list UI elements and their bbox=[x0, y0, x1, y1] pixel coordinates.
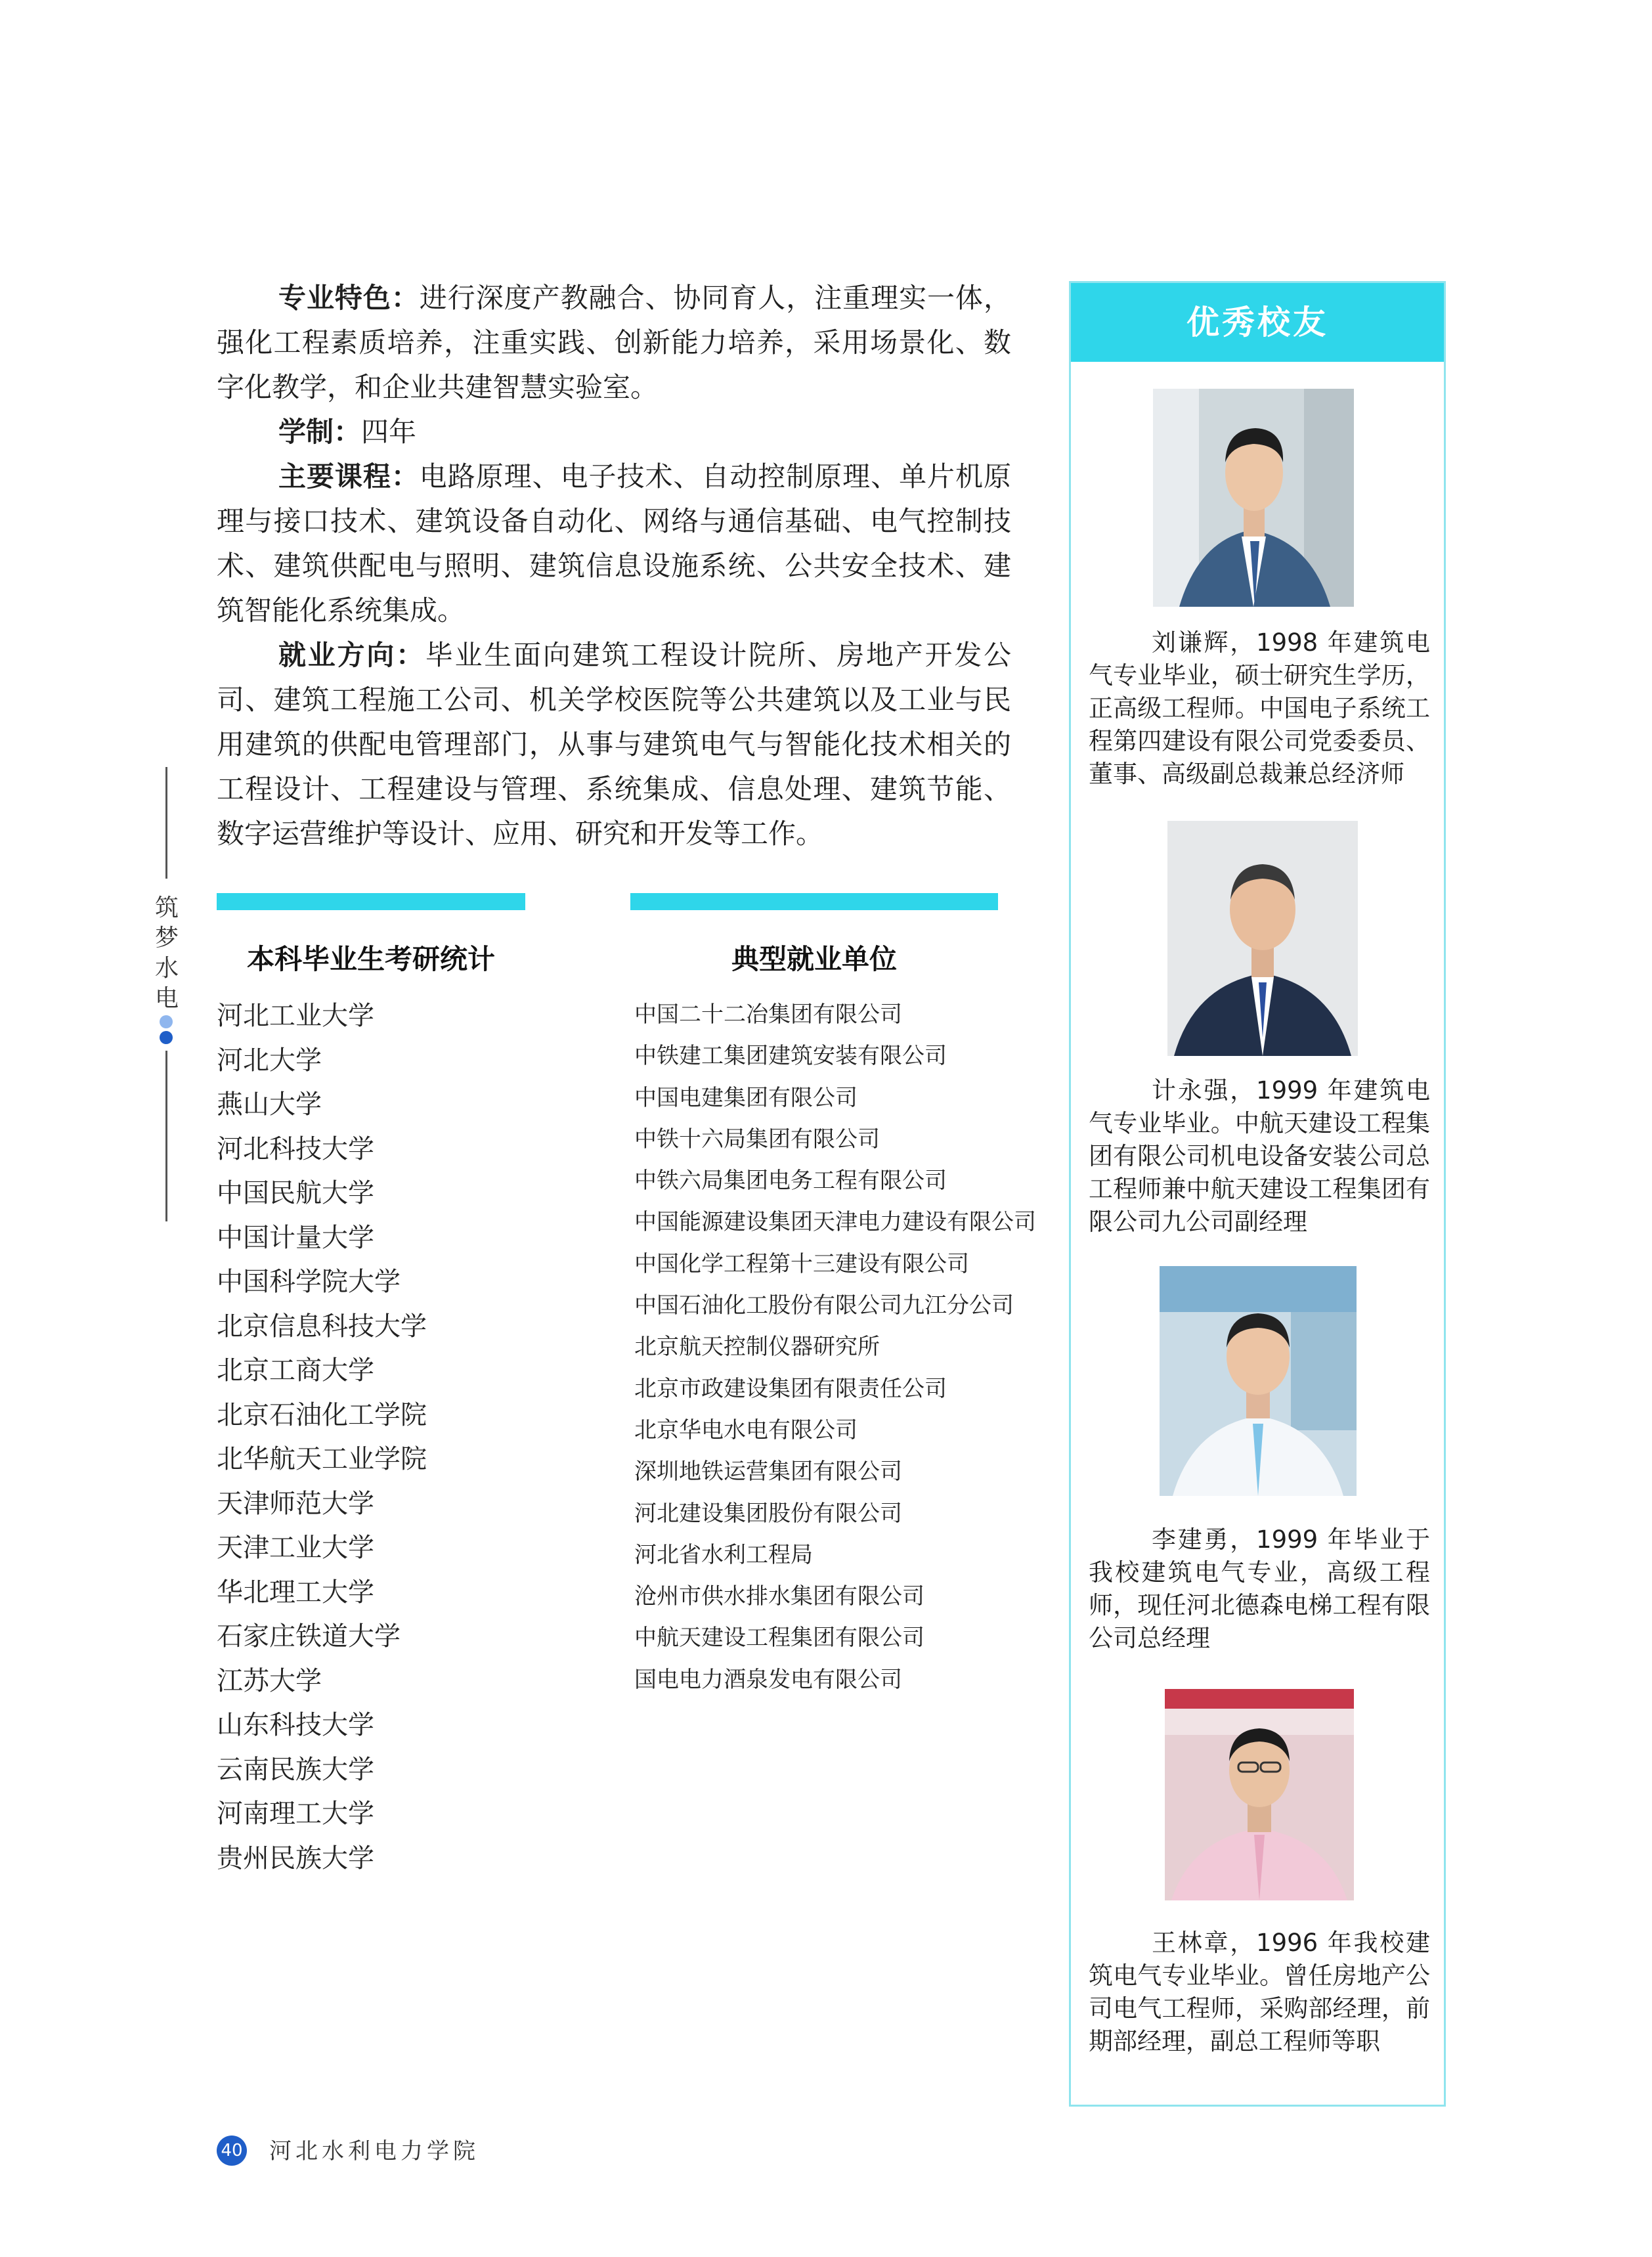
university-item: 天津工业大学 bbox=[217, 1533, 374, 1563]
university-item: 燕山大学 bbox=[217, 1089, 322, 1120]
university-item: 江苏大学 bbox=[217, 1665, 322, 1696]
courses-paragraph bbox=[217, 454, 1011, 633]
employer-item: 中航天建设工程集团有限公司 bbox=[634, 1625, 924, 1652]
alumni-bio-2-text: 计永强，1999 年建筑电气专业毕业。中航天建设工程集团有限公司机电设备安装公司总工程师兼中航天建设工程集团有限公司九公司副经理 bbox=[1089, 1076, 1430, 1236]
employer-item: 北京航天控制仪器研究所 bbox=[634, 1334, 880, 1361]
major-description bbox=[217, 276, 1011, 856]
alumni-bio-3-text: 李建勇，1999 年毕业于我校建筑电气专业，高级工程师，现任河北德森电梯工程有限公司总经理 bbox=[1089, 1525, 1430, 1652]
university-item: 中国科学院大学 bbox=[217, 1267, 401, 1297]
employer-item: 北京市政建设集团有限责任公司 bbox=[634, 1375, 947, 1402]
feature-label: 专业特色： bbox=[278, 282, 420, 314]
university-item: 河南理工大学 bbox=[217, 1799, 374, 1829]
duration-text: 四年 bbox=[361, 416, 417, 448]
employer-item: 深圳地铁运营集团有限公司 bbox=[634, 1458, 902, 1485]
side-line-top bbox=[165, 767, 167, 879]
university-item: 华北理工大学 bbox=[217, 1577, 374, 1608]
grad-study-bar bbox=[217, 893, 525, 910]
employer-item: 国电电力酒泉发电有限公司 bbox=[634, 1666, 902, 1693]
feature-text: 进行深度产教融合、协同育人，注重理实一体，强化工程素质培养，注重实践、创新能力培养，采用场景化、数字化教学，和企业共建智慧实验室。 bbox=[217, 282, 1011, 403]
alumni-photo-2 bbox=[1167, 821, 1358, 1056]
university-item: 天津师范大学 bbox=[217, 1488, 374, 1519]
employers-bar bbox=[630, 893, 998, 910]
employers-list bbox=[634, 994, 1036, 1701]
employer-item: 河北建设集团股份有限公司 bbox=[634, 1500, 902, 1527]
university-item: 云南民族大学 bbox=[217, 1754, 374, 1785]
university-item: 河北科技大学 bbox=[217, 1133, 374, 1164]
employer-item: 河北省水利工程局 bbox=[634, 1541, 813, 1568]
university-item: 北京信息科技大学 bbox=[217, 1311, 427, 1342]
employer-item: 中国二十二冶集团有限公司 bbox=[634, 1001, 902, 1028]
employer-item: 中铁十六局集团有限公司 bbox=[634, 1126, 880, 1152]
university-item: 北京工商大学 bbox=[217, 1355, 374, 1386]
alumni-photo-4 bbox=[1165, 1689, 1354, 1900]
alumni-photo-1 bbox=[1153, 389, 1354, 607]
side-dot-dark bbox=[160, 1031, 173, 1044]
employer-item: 北京华电水电有限公司 bbox=[634, 1416, 858, 1443]
career-paragraph bbox=[217, 633, 1011, 856]
alumni-bio-3 bbox=[1089, 1523, 1430, 1655]
career-text: 毕业生面向建筑工程设计院所、房地产开发公司、建筑工程施工公司、机关学校医院等公共建筑以及工业与民用建筑的供配电管理部门，从事与建筑电气与智能化技术相关的工程设计、工程建设与管理、系统集成、信息处理、建筑节能、数字运营维护等设计、应用、研究和开发等工作。 bbox=[217, 639, 1011, 850]
duration-paragraph bbox=[217, 410, 1011, 454]
employer-item: 中国化学工程第十三建设有限公司 bbox=[634, 1250, 969, 1277]
employers-title: 典型就业单位 bbox=[731, 943, 897, 975]
alumni-bio-2 bbox=[1089, 1074, 1430, 1238]
university-item: 北华航天工业学院 bbox=[217, 1444, 427, 1474]
university-item: 中国计量大学 bbox=[217, 1222, 374, 1253]
university-item: 山东科技大学 bbox=[217, 1710, 374, 1740]
side-dot-light bbox=[160, 1015, 173, 1028]
grad-study-title: 本科毕业生考研统计 bbox=[246, 943, 495, 975]
duration-label: 学制： bbox=[278, 416, 362, 448]
university-item: 中国民航大学 bbox=[217, 1178, 374, 1208]
employer-item: 沧州市供水排水集团有限公司 bbox=[634, 1583, 924, 1610]
side-line-bottom bbox=[165, 1051, 167, 1221]
employer-item: 中铁建工集团建筑安装有限公司 bbox=[634, 1043, 947, 1070]
university-item: 北京石油化工学院 bbox=[217, 1399, 427, 1430]
employer-item: 中国能源建设集团天津电力建设有限公司 bbox=[634, 1209, 1036, 1236]
university-item: 贵州民族大学 bbox=[217, 1843, 374, 1874]
employer-item: 中国石油化工股份有限公司九江分公司 bbox=[634, 1292, 1014, 1319]
university-item: 河北工业大学 bbox=[217, 1001, 374, 1031]
courses-text: 电路原理、电子技术、自动控制原理、单片机原理与接口技术、建筑设备自动化、网络与通信基础、电气控制技术、建筑供配电与照明、建筑信息设施系统、公共安全技术、建筑智能化系统集成。 bbox=[217, 460, 1011, 626]
alumni-bio-4 bbox=[1089, 1927, 1430, 2058]
alumni-bio-1-text: 刘谦辉，1998 年建筑电气专业毕业，硕士研究生学历，正高级工程师。中国电子系统工程第四建设有限公司党委委员、董事、高级副总裁兼总经济师 bbox=[1089, 628, 1430, 788]
alumni-bio-4-text: 王林章，1996 年我校建筑电气专业毕业。曾任房地产公司电气工程师，采购部经理，前期部经理，副总工程师等职 bbox=[1089, 1929, 1430, 2055]
footer-school-name: 河北水利电力学院 bbox=[269, 2138, 479, 2164]
alumni-bio-1 bbox=[1089, 626, 1430, 791]
employer-item: 中国电建集团有限公司 bbox=[634, 1084, 858, 1111]
side-title: 筑梦水电 bbox=[154, 894, 179, 1012]
career-label: 就业方向： bbox=[278, 639, 425, 671]
courses-label: 主要课程： bbox=[278, 460, 420, 493]
feature-paragraph bbox=[217, 276, 1011, 410]
page-number: 40 bbox=[217, 2136, 247, 2166]
alumni-title: 优秀校友 bbox=[1071, 283, 1444, 362]
alumni-photo-3 bbox=[1160, 1266, 1357, 1496]
employer-item: 中铁六局集团电务工程有限公司 bbox=[634, 1168, 947, 1194]
university-item: 石家庄铁道大学 bbox=[217, 1621, 401, 1652]
grad-study-list bbox=[217, 994, 525, 1881]
university-item: 河北大学 bbox=[217, 1045, 322, 1076]
